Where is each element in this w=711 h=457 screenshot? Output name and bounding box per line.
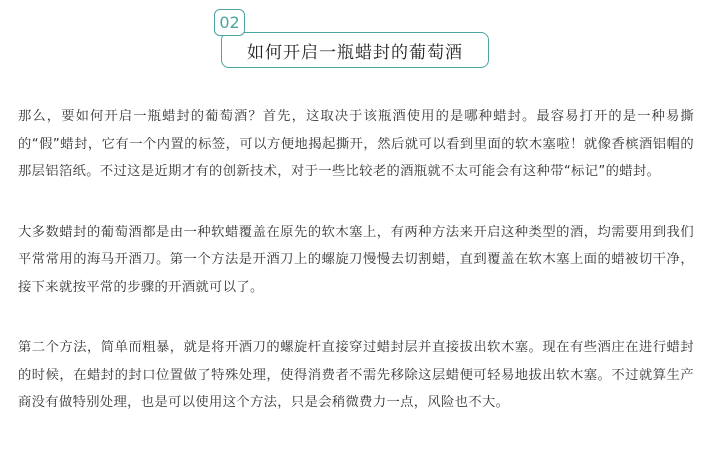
paragraph-1: 那么，要如何开启一瓶蜡封的葡萄酒？首先，这取决于该瓶酒使用的是哪种蜡封。最容易打开的是一种易撕的“假”蜡封，它有一个内置的标签，可以方便地揭起撕开，然后就可以看到里面的软木塞啦！就像香槟酒铝帽的那层铝箔纸。不过这是近期才有的创新技术，对于一些比较老的酒瓶就不太可能会有这种带“标记”的蜡封。: [18, 109, 694, 179]
paragraph-3: 第二个方法，简单而粗暴，就是将开酒刀的螺旋杆直接穿过蜡封层并直接拔出软木塞。现在有些酒庄在进行蜡封的时候，在蜡封的封口位置做了特殊处理，使得消费者不需先移除这层蜡便可轻易地拔出软木塞。不过就算生产商没有做特别处理，也是可以使用这个方法，只是会稍微费力一点，风险也不大。: [18, 340, 694, 410]
section-header: [214, 9, 494, 73]
article-body: [18, 103, 694, 417]
section-number-badge: 02: [214, 9, 245, 36]
paragraph-2: 大多数蜡封的葡萄酒都是由一种软蜡覆盖在原先的软木塞上，有两种方法来开启这种类型的酒，均需要用到我们平常常用的海马开酒刀。第一个方法是开酒刀上的螺旋刀慢慢去切割蜡，直到覆盖在软木塞上面的蜡被切干净，接下来就按平常的步骤的开酒就可以了。: [18, 224, 694, 295]
section-title: 如何开启一瓶蜡封的葡萄酒: [221, 32, 489, 68]
